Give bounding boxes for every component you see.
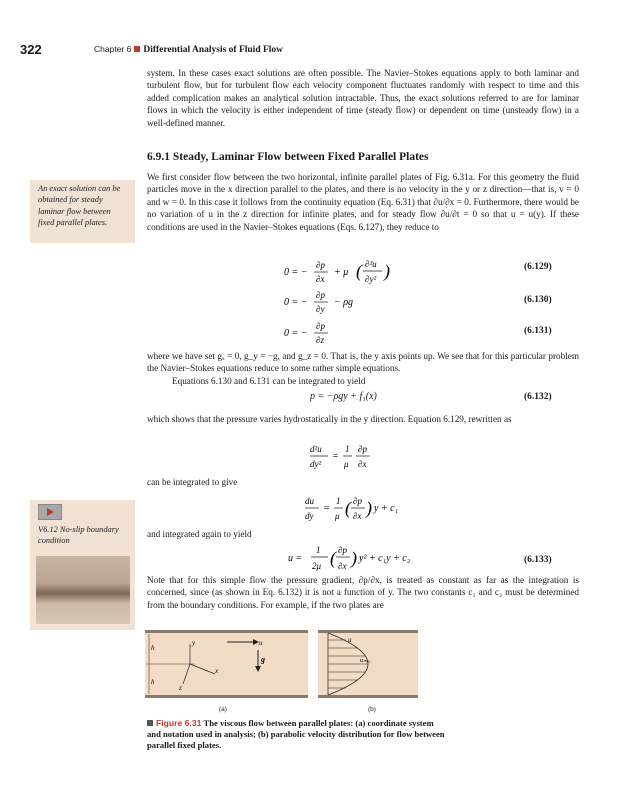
equation-6-131-graphic bbox=[284, 318, 344, 348]
paragraph-6: and integrated again to yield bbox=[147, 529, 252, 539]
eq129-mid: + μ bbox=[334, 267, 349, 278]
bottom-plate bbox=[145, 695, 308, 698]
eq131-den: ∂z bbox=[316, 335, 324, 345]
du-p-num: ∂p bbox=[353, 496, 362, 506]
eq133-tail: y² + c₁y + c₂ bbox=[359, 553, 411, 564]
z-axis bbox=[183, 664, 190, 684]
eq133-frac-den: 2μ bbox=[312, 561, 322, 571]
du-p-den: ∂x bbox=[353, 511, 362, 521]
du-eq: = bbox=[323, 503, 330, 514]
eq129-lhs: 0 = − bbox=[284, 267, 308, 278]
du-tail: y + c₁ bbox=[374, 503, 399, 514]
equation-d2u bbox=[310, 441, 390, 474]
h-bottom-label: h bbox=[151, 678, 155, 686]
top-plate bbox=[145, 630, 308, 633]
eq133-p-num: ∂p bbox=[338, 545, 347, 555]
chapter-title: Differential Analysis of Fluid Flow bbox=[143, 45, 284, 55]
figure-6-31b-graphic bbox=[318, 630, 418, 698]
intro-paragraph: system. In these cases exact solutions are often possible. The Navier–Stokes equations apply to both laminar and turbulent flow, but for turbulent flow each velocity component fluctuates randomly with respect to time and this added complication makes an analytical solution intractable. Thus, the exact solutions referred to are for laminar flows in which the velocity is either independent of time (steady flow) or dependent on time (unsteady flow) in a well-defined manner. bbox=[147, 68, 579, 128]
eq133-rparen: ) bbox=[351, 548, 357, 568]
u-label: u bbox=[259, 639, 263, 647]
eq129-num: ∂p bbox=[316, 260, 325, 270]
equation-6-129-graphic bbox=[284, 255, 424, 289]
du-den: dy bbox=[305, 511, 314, 521]
equation-6-130 bbox=[284, 287, 394, 320]
x-axis-label: x bbox=[215, 667, 219, 675]
eq131-lhs: 0 = − bbox=[284, 328, 308, 339]
eq130-den: ∂y bbox=[316, 304, 325, 314]
eq133-p-den: ∂x bbox=[338, 561, 347, 571]
eq132-label: (6.132) bbox=[524, 392, 552, 402]
paragraph-7: Note that for this simple flow the pressure gradient, ∂p/∂x, is treated as constant as far as the integration is concerned, since (as shown in Eq. 6.132) it is not a function of y. The two constants c₁ and c₂ must be determined from the boundary conditions. For example, if the two plates are bbox=[147, 575, 579, 610]
figure-6-31a bbox=[145, 630, 308, 698]
du-lparen: ( bbox=[345, 498, 351, 518]
square-bullet-icon bbox=[134, 46, 140, 52]
figure-caption bbox=[147, 718, 447, 751]
eq129-den2: ∂y² bbox=[365, 274, 377, 284]
video-label: V6.12 No-slip boundary condition bbox=[38, 525, 119, 546]
equation-6-133-graphic bbox=[288, 542, 428, 576]
eq129-lparen: ( bbox=[356, 261, 362, 281]
x-axis bbox=[190, 664, 215, 674]
equation-6-132: p = −ρgy + f₁(x) bbox=[310, 391, 377, 402]
paragraph-5: can be integrated to give bbox=[147, 477, 238, 487]
du-frac-den: μ bbox=[335, 511, 340, 521]
paragraph-1: We first consider flow between the two horizontal, infinite parallel plates of Fig. 6.31a. For this geometry the fluid particles move in the x direction parallel to the plates, and there is no velocity in the y or z direction—that is, v = 0 and w = 0. In this case it follows from the continuity equation (Eq. 6.31) that ∂u/∂x = 0. Furthermore, there would be no variation of u in the z direction for infinite plates, and for steady flow ∂u/∂t = 0 so that u = u(y). If these conditions are used in the Navier–Stokes equations (Eqs. 6.127), they reduce to bbox=[147, 172, 579, 232]
d2u-frac-den: μ bbox=[344, 459, 349, 469]
video-thumbnail[interactable] bbox=[36, 556, 130, 624]
figure-label-a: (a) bbox=[219, 706, 227, 713]
du-num: du bbox=[305, 496, 314, 506]
eq133-lparen: ( bbox=[330, 548, 336, 568]
g-arrowhead bbox=[255, 666, 261, 672]
d2u-frac-num: 1 bbox=[345, 444, 350, 454]
d2u-eq: = bbox=[332, 451, 339, 462]
d2u-p-den: ∂x bbox=[358, 459, 367, 469]
section-title: 6.9.1 Steady, Laminar Flow between Fixed Parallel Plates bbox=[147, 151, 429, 163]
equation-6-130-graphic bbox=[284, 287, 394, 317]
paragraph-4: which shows that the pressure varies hydrostatically in the y direction. Equation 6.129, rewritten as bbox=[147, 414, 512, 424]
eq130-num: ∂p bbox=[316, 290, 325, 300]
eq133-frac-num: 1 bbox=[316, 545, 321, 555]
caption-title: Figure 6.31 bbox=[156, 718, 202, 728]
equation-d2u-graphic bbox=[310, 441, 390, 471]
eq130-label: (6.130) bbox=[524, 295, 552, 305]
play-video-icon[interactable] bbox=[38, 504, 62, 520]
figure-6-31b bbox=[318, 630, 418, 698]
d2u-p-num: ∂p bbox=[358, 444, 367, 454]
h-top-label: h bbox=[151, 644, 155, 652]
figure-6-31a-graphic bbox=[145, 630, 308, 698]
eq129-den: ∂x bbox=[316, 274, 325, 284]
eq130-lhs: 0 = − bbox=[284, 297, 308, 308]
equation-du-graphic bbox=[305, 493, 415, 525]
equation-6-131 bbox=[284, 318, 344, 351]
equation-du bbox=[305, 493, 415, 528]
u-max-label: uₘₐₓ bbox=[360, 657, 372, 664]
u-top-label: u bbox=[348, 636, 352, 644]
top-plate-b bbox=[318, 630, 418, 633]
sidebar-note: An exact solution can be obtained for steady laminar flow between fixed parallel plates. bbox=[38, 184, 121, 228]
paragraph-2: where we have set gₓ = 0, g_y = −g, and g_z = 0. That is, the y axis points up. We see that for this particular problem the Navier–Stokes equations reduce to some rather simple equations. bbox=[147, 351, 579, 374]
eq129-num2: ∂²u bbox=[365, 259, 377, 269]
eq129-label: (6.129) bbox=[524, 262, 552, 272]
eq131-num: ∂p bbox=[316, 321, 325, 331]
caption-text: The viscous flow between parallel plates: (a) coordinate system and notation used in analysis; (b) parabolic velocity distribution for flow between parallel fixed plates. bbox=[147, 718, 445, 750]
y-axis-label: y bbox=[192, 639, 196, 647]
paragraph-3: Equations 6.130 and 6.131 can be integrated to yield bbox=[172, 376, 366, 386]
caption-square-icon bbox=[147, 720, 153, 726]
z-axis-label: z bbox=[179, 684, 182, 692]
eq133-label: (6.133) bbox=[524, 555, 552, 565]
chapter-label: Chapter 6 bbox=[94, 44, 132, 54]
du-frac-num: 1 bbox=[336, 496, 341, 506]
eq130-rhs: − ρg bbox=[334, 297, 354, 308]
figure-label-b: (b) bbox=[368, 706, 376, 713]
du-rparen: ) bbox=[366, 498, 372, 518]
running-header bbox=[94, 44, 283, 55]
d2u-den: dy² bbox=[310, 459, 322, 469]
bottom-plate-b bbox=[318, 695, 418, 698]
velocity-vectors bbox=[328, 640, 368, 688]
g-label: g bbox=[261, 655, 265, 664]
eq131-label: (6.131) bbox=[524, 326, 552, 336]
eq129-rparen: ) bbox=[384, 261, 390, 281]
eq133-lhs: u = bbox=[288, 553, 303, 564]
d2u-num: d²u bbox=[310, 444, 322, 454]
page-number: 322 bbox=[20, 42, 42, 57]
